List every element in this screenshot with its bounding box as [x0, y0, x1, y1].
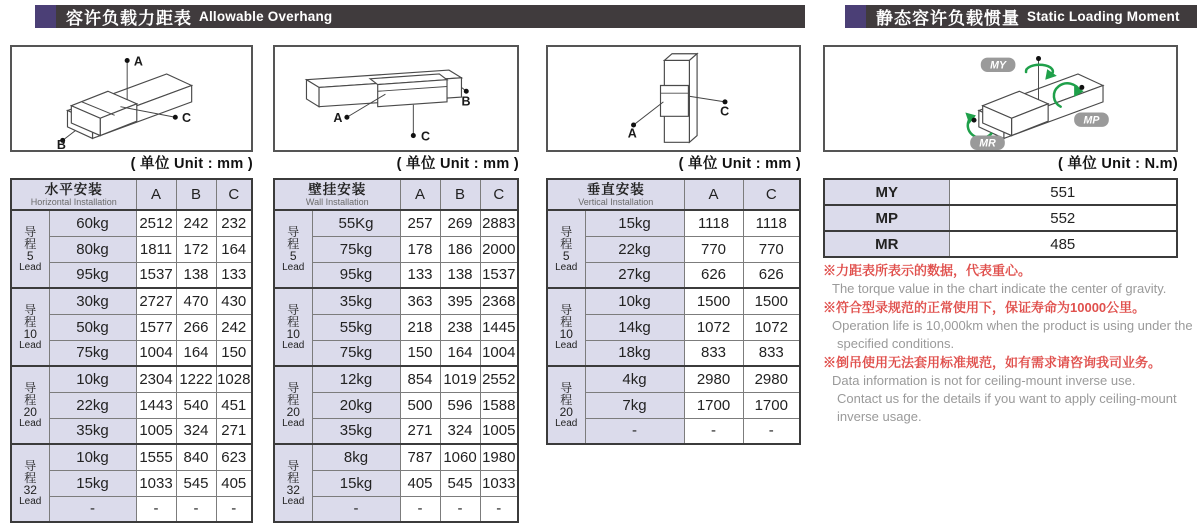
value-cell: 238	[440, 314, 480, 340]
value-cell: -	[743, 418, 800, 444]
point-c-label: C	[421, 129, 431, 144]
load-cell: 50kg	[49, 314, 136, 340]
table-row	[11, 210, 252, 236]
column-header-b: B	[176, 179, 216, 210]
value-cell: 186	[440, 236, 480, 262]
section-title-en: Static Loading Moment	[1027, 9, 1180, 24]
value-cell: 1700	[684, 392, 743, 418]
lead-line: 10	[559, 326, 573, 341]
section-header-allowable-overhang	[35, 5, 805, 28]
load-cell: 35kg	[49, 418, 136, 444]
moment-row	[824, 205, 1177, 231]
value-cell: 1700	[743, 392, 800, 418]
load-cell: 10kg	[49, 444, 136, 470]
lead-line: 导	[560, 380, 573, 395]
note-line-zh: ※倒吊使用无法套用标准规范，如有需求请咨询我司业务。	[823, 355, 1162, 370]
load-cell: 35kg	[312, 418, 400, 444]
load-cell: 75kg	[49, 340, 136, 366]
moment-label: MY	[824, 179, 949, 205]
value-cell: 2980	[743, 366, 800, 392]
lead-en-label: Lead	[555, 261, 578, 273]
value-cell: 1443	[136, 392, 176, 418]
load-cell: 35kg	[312, 288, 400, 314]
lead-cell	[11, 366, 49, 444]
lead-line: 程	[287, 470, 300, 485]
mp-badge-label: MP	[1083, 114, 1100, 127]
mr-badge-label: MR	[979, 137, 996, 150]
value-cell: 2552	[480, 366, 518, 392]
table-row	[547, 314, 800, 340]
lead-en-label: Lead	[19, 495, 42, 507]
value-cell: 405	[400, 470, 440, 496]
section-title-zh: 容许负载力距表	[66, 9, 192, 28]
lead-en-label: Lead	[282, 261, 305, 273]
value-cell: 770	[743, 236, 800, 262]
lead-cell	[547, 210, 585, 288]
load-cell: 75kg	[312, 340, 400, 366]
value-cell: 1004	[480, 340, 518, 366]
value-cell: 242	[216, 314, 252, 340]
value-cell: 1811	[136, 236, 176, 262]
actuator-side-drawing	[275, 47, 517, 150]
table-row	[547, 210, 800, 236]
table-body	[547, 210, 800, 444]
value-cell: 133	[216, 262, 252, 288]
lead-line: 程	[560, 236, 573, 251]
lead-cell	[11, 444, 49, 522]
point-a-label: A	[627, 126, 637, 141]
load-cell: 20kg	[312, 392, 400, 418]
value-cell: 269	[440, 210, 480, 236]
load-cell: 8kg	[312, 444, 400, 470]
value-cell: 1028	[216, 366, 252, 392]
table-title-en: Vertical Installation	[578, 197, 654, 207]
value-cell: 1500	[743, 288, 800, 314]
note-line-zh: ※符合型录规范的正常使用下，保证寿命为10000公里。	[823, 300, 1146, 315]
table-title-en: Horizontal Installation	[30, 197, 117, 207]
unit-label-mm: ( 单位 Unit : mm )	[130, 156, 253, 172]
value-cell: 271	[400, 418, 440, 444]
load-cell: 22kg	[49, 392, 136, 418]
value-cell: 1537	[480, 262, 518, 288]
load-cell: 12kg	[312, 366, 400, 392]
table-row	[547, 340, 800, 366]
value-cell: 1005	[480, 418, 518, 444]
lead-en-label: Lead	[282, 417, 305, 429]
table-row	[547, 366, 800, 392]
lead-cell	[547, 288, 585, 366]
table-title-zh: 垂直安装	[586, 182, 645, 197]
value-cell: 164	[176, 340, 216, 366]
table-body	[11, 210, 252, 522]
value-cell: 1118	[743, 210, 800, 236]
value-cell: 1072	[684, 314, 743, 340]
lead-line: 导	[287, 224, 300, 239]
note-line-en: The torque value in the chart indicate the center of gravity.	[832, 281, 1167, 296]
lead-line: 32	[286, 482, 300, 497]
value-cell: 138	[176, 262, 216, 288]
load-cell: 75kg	[312, 236, 400, 262]
moment-row	[824, 179, 1177, 205]
load-cell: 15kg	[312, 470, 400, 496]
value-cell: 172	[176, 236, 216, 262]
table-row	[547, 288, 800, 314]
lead-line: 程	[287, 392, 300, 407]
value-cell: 840	[176, 444, 216, 470]
load-cell: 14kg	[585, 314, 684, 340]
wall-installation-table	[273, 178, 519, 523]
value-cell: 178	[400, 236, 440, 262]
value-cell: 1445	[480, 314, 518, 340]
value-cell: 430	[216, 288, 252, 314]
value-cell: 1555	[136, 444, 176, 470]
horizontal-installation-diagram	[10, 45, 253, 152]
value-cell: 545	[176, 470, 216, 496]
accent-square	[845, 5, 866, 28]
lead-line: 导	[24, 458, 37, 473]
value-cell: 626	[743, 262, 800, 288]
unit-label-nm: ( 单位 Unit : N.m)	[1058, 156, 1178, 172]
value-cell: 2000	[480, 236, 518, 262]
lead-en-label: Lead	[19, 417, 42, 429]
lead-line: 导	[24, 302, 37, 317]
value-cell: 2883	[480, 210, 518, 236]
value-cell: -	[136, 496, 176, 522]
table-row	[11, 288, 252, 314]
lead-line: 程	[24, 314, 37, 329]
header-row	[11, 179, 252, 210]
column-header-a: A	[684, 179, 743, 210]
moment-table	[823, 178, 1178, 258]
lead-line: 程	[287, 314, 300, 329]
lead-line: 导	[287, 380, 300, 395]
table-row	[274, 288, 518, 314]
load-cell: 30kg	[49, 288, 136, 314]
value-cell: 2512	[136, 210, 176, 236]
value-cell: 242	[176, 210, 216, 236]
column-header-c: C	[216, 179, 252, 210]
lead-en-label: Lead	[19, 261, 42, 273]
lead-line: 5	[289, 248, 297, 263]
moment-label: MR	[824, 231, 949, 257]
table-row	[547, 392, 800, 418]
value-cell: 257	[400, 210, 440, 236]
table-row	[274, 210, 518, 236]
load-cell: 60kg	[49, 210, 136, 236]
table-title-cell	[274, 179, 400, 210]
table-row	[547, 262, 800, 288]
value-cell: 2727	[136, 288, 176, 314]
lead-cell	[11, 210, 49, 288]
value-cell: 164	[440, 340, 480, 366]
value-cell: 395	[440, 288, 480, 314]
moment-table-body	[824, 179, 1177, 257]
table-head	[11, 179, 252, 210]
table-title-cell	[11, 179, 136, 210]
point-a-label: A	[333, 111, 343, 126]
value-cell: 1980	[480, 444, 518, 470]
lead-cell	[274, 288, 312, 366]
lead-line: 程	[24, 236, 37, 251]
value-cell: 1222	[176, 366, 216, 392]
value-cell: 1060	[440, 444, 480, 470]
value-cell: -	[440, 496, 480, 522]
accent-square	[35, 5, 56, 28]
value-cell: 405	[216, 470, 252, 496]
load-cell: 55Kg	[312, 210, 400, 236]
table-title-en: Wall Installation	[305, 197, 369, 207]
horizontal-installation-table	[10, 178, 253, 523]
load-cell: 15kg	[585, 210, 684, 236]
moment-value: 485	[949, 231, 1177, 257]
section-title-zh: 静态容许负载惯量	[876, 9, 1020, 28]
vertical-installation-table	[546, 178, 801, 445]
value-cell: 2304	[136, 366, 176, 392]
value-cell: 833	[743, 340, 800, 366]
value-cell: 451	[216, 392, 252, 418]
value-cell: -	[216, 496, 252, 522]
table-row	[11, 444, 252, 470]
value-cell: 150	[216, 340, 252, 366]
lead-en-label: Lead	[19, 339, 42, 351]
value-cell: 1033	[136, 470, 176, 496]
value-cell: 596	[440, 392, 480, 418]
lead-line: 10	[23, 326, 37, 341]
my-badge-label: MY	[990, 59, 1007, 72]
lead-line: 程	[560, 392, 573, 407]
actuator-moment-drawing	[825, 47, 1176, 150]
lead-line: 32	[23, 482, 37, 497]
lead-en-label: Lead	[555, 339, 578, 351]
value-cell: 2980	[684, 366, 743, 392]
lead-line: 导	[24, 380, 37, 395]
point-c-label: C	[182, 111, 192, 126]
table-row	[274, 366, 518, 392]
column-header-c: C	[480, 179, 518, 210]
point-b-label: B	[461, 94, 471, 109]
load-cell: 4kg	[585, 366, 684, 392]
value-cell: 138	[440, 262, 480, 288]
table-head	[274, 179, 518, 210]
section-header-static-loading-moment	[845, 5, 1197, 28]
load-cell: 55kg	[312, 314, 400, 340]
note-line-en: Operation life is 10,000km when the product is using under the	[832, 318, 1193, 333]
note-line-en: specified conditions.	[837, 336, 955, 351]
lead-cell	[11, 288, 49, 366]
lead-line: 5	[562, 248, 570, 263]
lead-line: 程	[24, 392, 37, 407]
value-cell: -	[480, 496, 518, 522]
value-cell: 324	[176, 418, 216, 444]
value-cell: 854	[400, 366, 440, 392]
moment-value: 551	[949, 179, 1177, 205]
value-cell: 1005	[136, 418, 176, 444]
value-cell: 1004	[136, 340, 176, 366]
load-cell: 18kg	[585, 340, 684, 366]
vertical-table	[546, 178, 801, 445]
column-header-a: A	[400, 179, 440, 210]
moment-row	[824, 231, 1177, 257]
value-cell: 232	[216, 210, 252, 236]
lead-line: 导	[560, 302, 573, 317]
note-line-en: Contact us for the details if you want to apply ceiling-mount	[837, 391, 1177, 406]
lead-line: 导	[287, 458, 300, 473]
column-header-b: B	[440, 179, 480, 210]
moment-value: 552	[949, 205, 1177, 231]
header-row	[547, 179, 800, 210]
lead-line: 20	[286, 404, 300, 419]
value-cell: 1577	[136, 314, 176, 340]
value-cell: 540	[176, 392, 216, 418]
table-title-zh: 壁挂安装	[308, 182, 367, 197]
value-cell: 271	[216, 418, 252, 444]
unit-label-mm: ( 单位 Unit : mm )	[678, 156, 801, 172]
lead-line: 10	[286, 326, 300, 341]
load-cell: 80kg	[49, 236, 136, 262]
value-cell: 164	[216, 236, 252, 262]
load-cell: 15kg	[49, 470, 136, 496]
lead-line: 5	[26, 248, 34, 263]
lead-en-label: Lead	[282, 339, 305, 351]
table-row	[274, 444, 518, 470]
load-cell: 27kg	[585, 262, 684, 288]
note-line-en: Data information is not for ceiling-mount inverse use.	[832, 373, 1136, 388]
point-c-label: C	[720, 104, 730, 119]
table-row	[11, 366, 252, 392]
value-cell: 150	[400, 340, 440, 366]
note-line-en: inverse usage.	[837, 409, 922, 424]
value-cell: 623	[216, 444, 252, 470]
value-cell: -	[400, 496, 440, 522]
load-cell: -	[585, 418, 684, 444]
value-cell: 770	[684, 236, 743, 262]
column-header-a: A	[136, 179, 176, 210]
value-cell: 133	[400, 262, 440, 288]
value-cell: 1019	[440, 366, 480, 392]
note-line-zh: ※力距表所表示的数据，代表重心。	[823, 263, 1032, 278]
actuator-vertical-drawing	[548, 47, 799, 150]
load-cell: 7kg	[585, 392, 684, 418]
notes	[823, 261, 1199, 426]
value-cell: 324	[440, 418, 480, 444]
section-title-en: Allowable Overhang	[199, 9, 333, 24]
value-cell: 545	[440, 470, 480, 496]
point-a-label: A	[133, 54, 143, 69]
unit-label-mm: ( 单位 Unit : mm )	[396, 156, 519, 172]
point-b-label: B	[56, 138, 66, 150]
lead-line: 20	[23, 404, 37, 419]
table-title-zh: 水平安装	[44, 182, 103, 197]
value-cell: 470	[176, 288, 216, 314]
lead-line: 20	[559, 404, 573, 419]
lead-line: 程	[24, 470, 37, 485]
table-head	[547, 179, 800, 210]
value-cell: 1500	[684, 288, 743, 314]
lead-line: 程	[560, 314, 573, 329]
value-cell: -	[684, 418, 743, 444]
vertical-installation-diagram	[546, 45, 801, 152]
lead-en-label: Lead	[282, 495, 305, 507]
lead-en-label: Lead	[555, 417, 578, 429]
load-cell: 10kg	[585, 288, 684, 314]
lead-cell	[274, 210, 312, 288]
actuator-isometric-drawing	[12, 47, 251, 150]
moment-table-host	[823, 178, 1178, 258]
lead-line: 导	[24, 224, 37, 239]
wall-table	[273, 178, 519, 523]
load-cell: 10kg	[49, 366, 136, 392]
value-cell: -	[176, 496, 216, 522]
moment-label: MP	[824, 205, 949, 231]
table-body	[274, 210, 518, 522]
value-cell: 2368	[480, 288, 518, 314]
lead-cell	[274, 444, 312, 522]
lead-line: 程	[287, 236, 300, 251]
table-title-cell	[547, 179, 684, 210]
table-row	[547, 418, 800, 444]
value-cell: 1033	[480, 470, 518, 496]
lead-cell	[547, 366, 585, 444]
load-cell: -	[49, 496, 136, 522]
value-cell: 500	[400, 392, 440, 418]
value-cell: 1118	[684, 210, 743, 236]
lead-line: 导	[560, 224, 573, 239]
value-cell: 266	[176, 314, 216, 340]
value-cell: 626	[684, 262, 743, 288]
value-cell: 787	[400, 444, 440, 470]
header-row	[274, 179, 518, 210]
load-cell: 22kg	[585, 236, 684, 262]
lead-line: 导	[287, 302, 300, 317]
horizontal-table	[10, 178, 253, 523]
value-cell: 833	[684, 340, 743, 366]
value-cell: 1537	[136, 262, 176, 288]
load-cell: -	[312, 496, 400, 522]
value-cell: 218	[400, 314, 440, 340]
value-cell: 363	[400, 288, 440, 314]
load-cell: 95kg	[312, 262, 400, 288]
column-header-c: C	[743, 179, 800, 210]
wall-installation-diagram	[273, 45, 519, 152]
table-row	[547, 236, 800, 262]
loading-moment-diagram	[823, 45, 1178, 152]
value-cell: 1072	[743, 314, 800, 340]
load-cell: 95kg	[49, 262, 136, 288]
lead-cell	[274, 366, 312, 444]
value-cell: 1588	[480, 392, 518, 418]
